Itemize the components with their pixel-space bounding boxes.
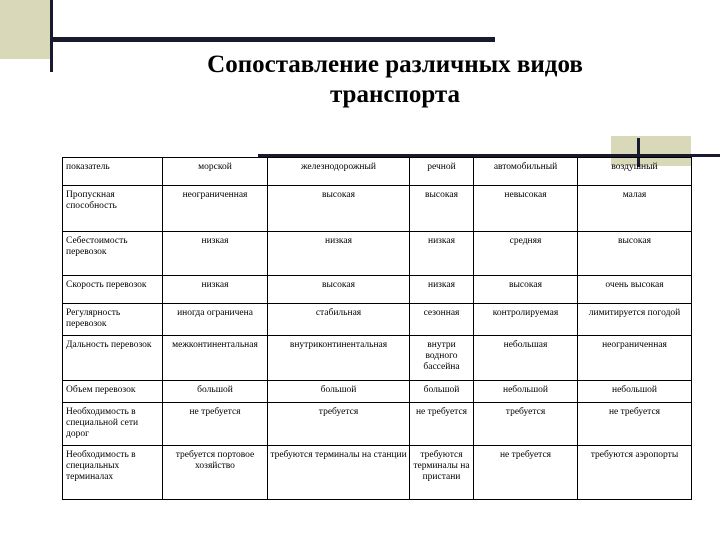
table-header-cell: речной <box>410 158 474 186</box>
table-row <box>63 232 692 276</box>
table-cell: низкая <box>410 232 474 276</box>
slide-title-line2: транспорта <box>329 81 461 108</box>
table-cell: иногда ограничена <box>163 304 268 336</box>
table-cell: внутриконтинентальная <box>268 336 410 381</box>
table-header-cell: показатель <box>63 158 163 186</box>
table-cell: малая <box>578 186 692 232</box>
table-row <box>63 381 692 403</box>
table-cell: не требуется <box>410 403 474 446</box>
table-row <box>63 276 692 304</box>
table-header-cell: морской <box>163 158 268 186</box>
decor-square-left <box>0 0 50 59</box>
row-label-cell: Пропускная способность <box>63 186 163 232</box>
table-row <box>63 446 692 500</box>
table-cell: не требуется <box>163 403 268 446</box>
table-header-cell: воздушный <box>578 158 692 186</box>
table-cell: низкая <box>163 232 268 276</box>
table-cell: требуются терминалы на пристани <box>410 446 474 500</box>
row-label-cell: Необходимость в специальных терминалах <box>63 446 163 500</box>
table-cell: большой <box>163 381 268 403</box>
table-cell: невысокая <box>474 186 578 232</box>
table-cell: низкая <box>163 276 268 304</box>
table-cell: лимитируется погодой <box>578 304 692 336</box>
table-row <box>63 304 692 336</box>
table-cell: небольшая <box>474 336 578 381</box>
table-cell: средняя <box>474 232 578 276</box>
row-label-cell: Дальность перевозок <box>63 336 163 381</box>
row-label-cell: Скорость перевозок <box>63 276 163 304</box>
table-cell: требуется <box>268 403 410 446</box>
table-cell: требуются аэропорты <box>578 446 692 500</box>
table-cell: неограниченная <box>578 336 692 381</box>
table-cell: межконтинентальная <box>163 336 268 381</box>
row-label-cell: Объем перевозок <box>63 381 163 403</box>
table-cell: стабильная <box>268 304 410 336</box>
table-cell: контролируемая <box>474 304 578 336</box>
table-cell: внутри водного бассейна <box>410 336 474 381</box>
table-cell: требуются терминалы на станции <box>268 446 410 500</box>
table-cell: большой <box>268 381 410 403</box>
decor-vertical-line <box>50 0 53 72</box>
table-cell: неограниченная <box>163 186 268 232</box>
row-label-cell: Себестоимость перевозок <box>63 232 163 276</box>
table-cell: низкая <box>410 276 474 304</box>
table-header-cell: автомобильный <box>474 158 578 186</box>
table-cell: сезонная <box>410 304 474 336</box>
slide-title <box>150 50 640 110</box>
row-label-cell: Регулярность перевозок <box>63 304 163 336</box>
slide-title-line1: Сопоставление различных видов <box>207 51 583 78</box>
table-cell: низкая <box>268 232 410 276</box>
table-row <box>63 403 692 446</box>
table-cell: очень высокая <box>578 276 692 304</box>
table-cell: высокая <box>268 276 410 304</box>
table-cell: высокая <box>578 232 692 276</box>
decor-top-bar <box>50 37 495 42</box>
table-cell: не требуется <box>474 446 578 500</box>
table-cell: небольшой <box>578 381 692 403</box>
table-cell: требуется портовое хозяйство <box>163 446 268 500</box>
table-cell: требуется <box>474 403 578 446</box>
table-cell: высокая <box>268 186 410 232</box>
table-row <box>63 336 692 381</box>
table-cell: высокая <box>474 276 578 304</box>
row-label-cell: Необходимость в специальной сети дорог <box>63 403 163 446</box>
comparison-table <box>62 157 692 500</box>
table-cell: большой <box>410 381 474 403</box>
table-header-cell: железнодорожный <box>268 158 410 186</box>
table-cell: не требуется <box>578 403 692 446</box>
table-header-row <box>63 158 692 186</box>
table-row <box>63 186 692 232</box>
table-cell: высокая <box>410 186 474 232</box>
table-cell: небольшой <box>474 381 578 403</box>
